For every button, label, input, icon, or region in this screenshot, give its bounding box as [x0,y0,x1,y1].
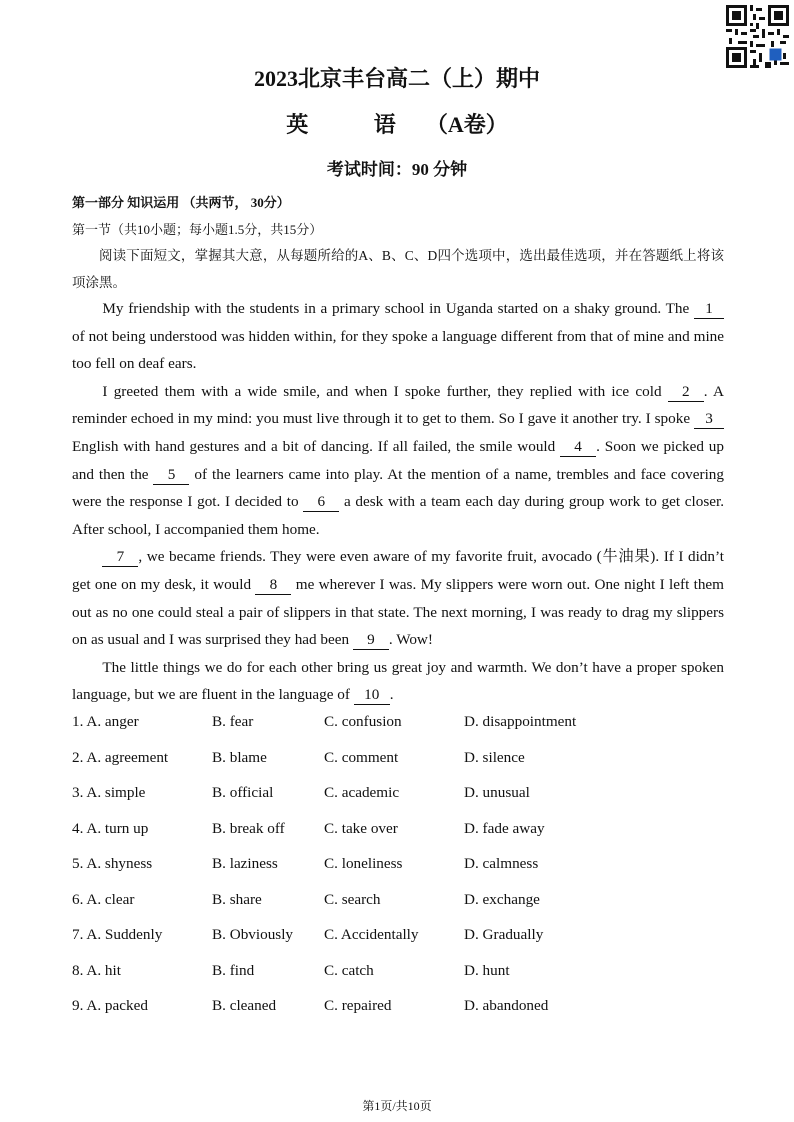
option-row [72,784,752,820]
option-d: D. abandoned [464,997,549,1014]
text-run: a desk with a team each day during group work to get closer. After school, I accompanied them home. [72,493,724,538]
text-run: of not being understood was hidden within, for they spoke a language different from that of mine and mine too fell on deaf ears. [72,327,724,373]
option-row [72,855,752,891]
option-row [72,926,752,962]
blank-3: 3 [694,410,724,429]
exam-title: 2023北京丰台高二（上）期中 [253,66,540,91]
blank-9: 9 [353,631,389,650]
option-row [72,962,752,998]
text-run: . Soon we picked up and then the [72,437,724,483]
part-heading: 第一部分 知识运用 （共两节， 30分） [72,195,290,210]
option-a: 4. A. turn up [72,819,149,837]
option-b: B. share [212,890,262,908]
qr-code-icon [726,5,789,68]
option-a: 9. A. packed [72,997,148,1014]
option-b: B. blame [212,748,267,766]
option-a: 3. A. simple [72,784,146,801]
option-d: D. exchange [464,890,540,908]
option-a: 6. A. clear [72,890,135,908]
option-c: C. repaired [324,997,392,1014]
option-c: C. academic [324,784,400,801]
section-heading: 第一节（共10小题；每小题1.5分，共15分） [72,222,323,237]
option-d: D. unusual [464,784,530,801]
option-a: 2. A. agreement [72,748,169,766]
blank-1: 1 [694,300,724,319]
blank-4: 4 [560,438,596,457]
text-run: . [389,686,394,704]
option-c: C. comment [324,748,399,766]
page-number: 第1页/共10页 [362,1099,432,1113]
text-run: me wherever I was. My slippers were worn out. One night I left them out as no one could steal a pair of slippers in that state. The next morning, I was ready to drag my slippers on as usual and I was surprised they had been [72,575,724,649]
text-run: , we became friends. They were even aware of my favorite fruit, avocado (牛油果). If I didn’t get one on my desk, it would [72,548,724,593]
exam-subject [0,108,794,139]
blank-8: 8 [255,576,291,595]
blank-10: 10 [354,686,390,705]
option-row [72,891,752,927]
option-row [72,820,752,856]
paragraph-3 [72,543,724,653]
option-a: 5. A. shyness [72,855,153,872]
option-b: B. cleaned [212,997,277,1014]
instructions: 阅读下面短文，掌握其大意，从每题所给的A、B、C、D四个选项中，选出最佳选项，并在答题纸上将该项涂黑。 [72,248,724,290]
blank-2: 2 [668,383,704,402]
text-run: of the learners came into play. At the mention of a name, trembles and face covering were the response I got. I decided to [72,465,724,511]
option-a: 1. A. anger [72,713,139,730]
option-d: D. Gradually [464,926,544,943]
option-c: C. take over [324,819,398,837]
option-d: D. calmness [464,855,539,872]
paper-version: （A卷） [425,112,508,137]
option-b: B. laziness [212,855,278,872]
option-c: C. Accidentally [324,926,419,943]
paragraph-4 [72,654,724,709]
option-d: D. fade away [464,819,545,837]
option-c: C. search [324,890,381,908]
blank-7: 7 [102,548,138,567]
option-c: C. loneliness [324,855,403,872]
answer-options [72,713,752,1033]
paragraph-1 [72,295,724,378]
option-row [72,713,752,749]
paragraph-2 [72,378,724,544]
text-run: The little things we do for each other bring us great joy and warmth. We don’t have a proper spoken language, but we are fluent in the language of [72,658,724,704]
blank-6: 6 [303,493,339,512]
option-d: D. disappointment [464,713,577,730]
option-d: D. hunt [464,961,510,979]
text-run: . Wow! [388,631,433,649]
option-a: 7. A. Suddenly [72,926,163,943]
exam-duration: 考试时间：90 分钟 [326,160,468,179]
cloze-passage [72,295,724,709]
option-c: C. catch [324,961,374,979]
text-run: . A reminder echoed in my mind: you must live through it to get to them. So I gave it another try. I spoke [72,382,724,428]
text-run: My friendship with the students in a primary school in Uganda started on a shaky ground. The [102,300,694,317]
subject-name: 英 语 [286,112,426,137]
option-b: B. official [212,784,274,801]
option-c: C. confusion [324,713,402,730]
option-row [72,749,752,785]
blank-5: 5 [153,466,189,485]
option-b: B. find [212,961,255,979]
option-d: D. silence [464,748,525,766]
text-run: I greeted them with a wide smile, and when I spoke further, they replied with ice cold [102,382,668,400]
option-b: B. Obviously [212,926,294,943]
option-b: B. break off [212,819,285,837]
option-b: B. fear [212,713,254,730]
text-run: English with hand gestures and a bit of dancing. If all failed, the smile would [72,437,561,455]
option-a: 8. A. hit [72,961,121,979]
option-row [72,997,752,1033]
